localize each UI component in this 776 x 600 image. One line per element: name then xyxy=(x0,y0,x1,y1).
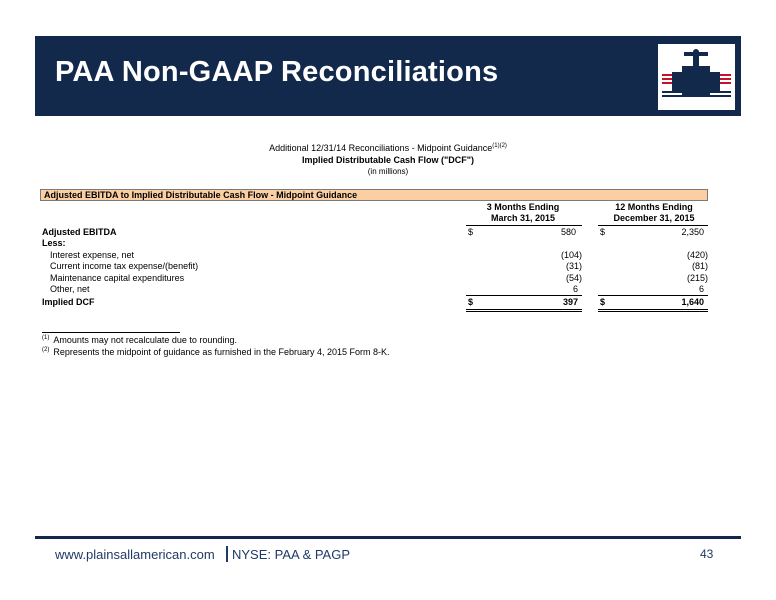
row-label: Current income tax expense/(benefit) xyxy=(50,261,199,271)
column-header-line1: 12 Months Ending xyxy=(615,202,693,212)
value-3-months: (104) xyxy=(560,250,582,260)
row-label: Maintenance capital expenditures xyxy=(50,273,185,283)
footnote-mark: (2) xyxy=(42,347,50,353)
table-row xyxy=(0,273,776,283)
column-header-3-months xyxy=(463,202,583,224)
footnote-text: Represents the midpoint of guidance as furnished in the February 4, 2015 Form 8-K. xyxy=(53,347,390,357)
section-header-band xyxy=(40,189,708,201)
row-label: Other, net xyxy=(50,284,90,294)
value-12-months: 2,350 xyxy=(681,227,704,237)
value-3-months: (31) xyxy=(565,261,582,271)
column-header-line2: March 31, 2015 xyxy=(490,213,556,223)
footer-ticker: NYSE: PAA & PAGP xyxy=(232,547,351,562)
row-label: Implied DCF xyxy=(42,297,95,307)
footer-divider xyxy=(226,546,228,562)
total-double-rule xyxy=(466,311,582,312)
table-title-line2: Implied Distributable Cash Flow ("DCF") xyxy=(301,155,475,165)
value-12-months: 1,640 xyxy=(681,297,704,307)
subtotal-rule xyxy=(466,295,582,296)
row-label: Adjusted EBITDA xyxy=(42,227,117,237)
currency-symbol: $ xyxy=(468,227,474,237)
table-units: (in millions) xyxy=(367,167,409,176)
table-title-footnote-marks: (1)(2) xyxy=(492,143,507,149)
table-row xyxy=(0,297,776,307)
footer-rule xyxy=(35,536,741,539)
footnote-text: Amounts may not recalculate due to rounding. xyxy=(53,335,237,345)
table-row xyxy=(0,227,776,237)
table-row xyxy=(0,250,776,260)
footer-website-link[interactable]: www.plainsallamerican.com xyxy=(55,547,215,562)
value-3-months: 6 xyxy=(572,284,578,294)
value-12-months: (81) xyxy=(691,261,708,271)
table-row xyxy=(0,284,776,294)
row-label: Less: xyxy=(42,238,66,248)
total-double-rule xyxy=(598,309,708,310)
row-label: Interest expense, net xyxy=(50,250,135,260)
table-title-line1 xyxy=(0,143,776,153)
table-row xyxy=(0,261,776,271)
currency-symbol: $ xyxy=(600,227,606,237)
currency-symbol: $ xyxy=(600,297,606,307)
value-12-months: (215) xyxy=(686,273,708,283)
section-header-label: Adjusted EBITDA to Implied Distributable Cash Flow - Midpoint Guidance xyxy=(44,190,358,200)
column-header-12-months xyxy=(594,202,714,224)
page-number: 43 xyxy=(700,547,714,561)
column-header-line1: 3 Months Ending xyxy=(486,202,560,212)
value-12-months: 6 xyxy=(698,284,704,294)
currency-symbol: $ xyxy=(468,297,474,307)
column-header-underline xyxy=(466,225,582,226)
footnote-separator xyxy=(42,332,180,333)
subtotal-rule xyxy=(598,295,708,296)
column-header-underline xyxy=(598,225,708,226)
footnote-mark: (1) xyxy=(42,335,50,341)
company-logo xyxy=(658,44,735,110)
footnote xyxy=(42,347,390,357)
value-3-months: (54) xyxy=(565,273,582,283)
value-3-months: 580 xyxy=(560,227,576,237)
table-row xyxy=(0,238,776,248)
slide-header xyxy=(35,36,741,116)
slide-title: PAA Non-GAAP Reconciliations xyxy=(55,56,499,88)
column-header-line2: December 31, 2015 xyxy=(613,213,695,223)
total-double-rule xyxy=(466,309,582,310)
value-3-months: 397 xyxy=(562,297,578,307)
table-title-text: Additional 12/31/14 Reconciliations - Midpoint Guidance xyxy=(269,143,493,153)
total-double-rule xyxy=(598,311,708,312)
value-12-months: (420) xyxy=(686,250,708,260)
valve-logo-icon xyxy=(658,44,735,110)
footnote xyxy=(42,335,237,345)
